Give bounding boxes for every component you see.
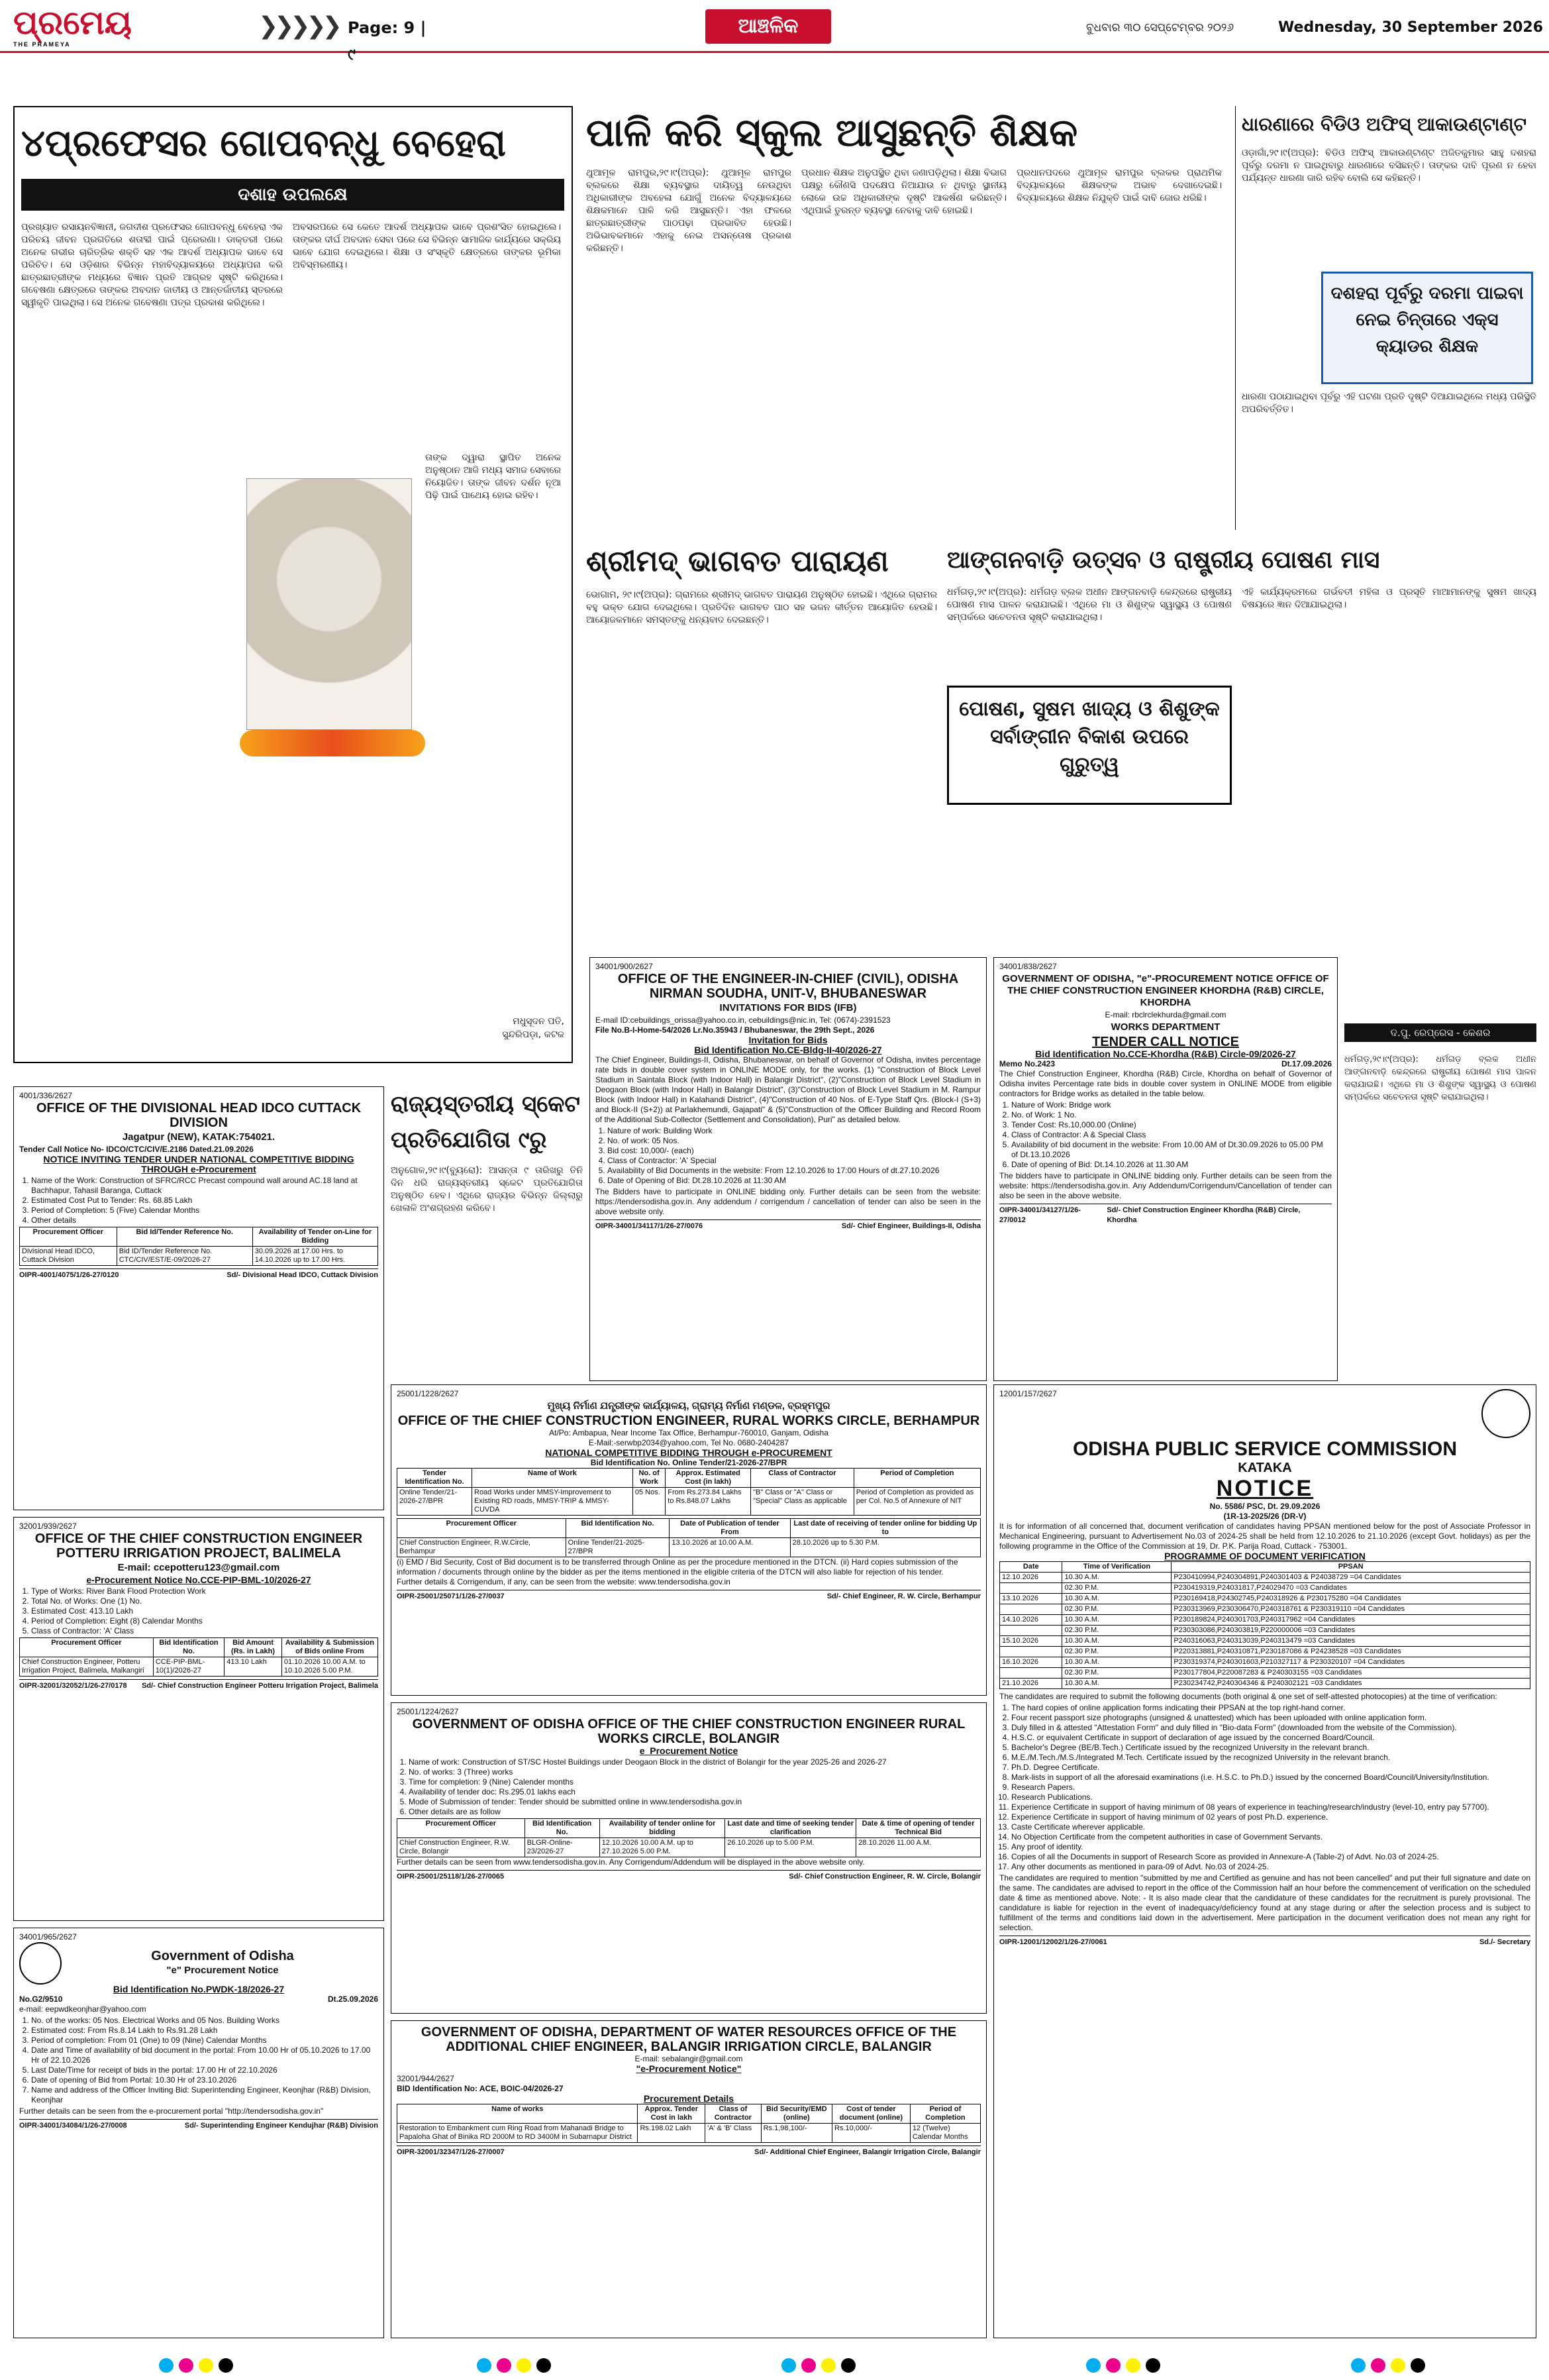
ad-bid-id: Bid Identification No.CE-Bldg-II-40/2026-27 xyxy=(694,1045,882,1055)
article-text: ଧାରଣା ପଠାଯାଇଥିବା ପୂର୍ବରୁ ଏହି ଘଟଣା ପ୍ରତି ଦୃଷ୍ଟି ଦିଆଯାଇଥିଲେ ମଧ୍ୟ ପରିସ୍ଥିତି ଅପରିବର୍ତ୍ତିତ। xyxy=(1242,391,1540,415)
ad-title: OFFICE OF THE CHIEF CONSTRUCTION ENGINEER POTTERU IRRIGATION PROJECT, BALIMELA xyxy=(34,1531,363,1561)
ad-dept: WORKS DEPARTMENT xyxy=(1111,1021,1221,1033)
ad-title: OFFICE OF THE DIVISIONAL HEAD IDCO CUTTACK DIVISION xyxy=(36,1101,362,1130)
table-cell: 02.30 P.M. xyxy=(1062,1626,1172,1636)
callout-box: ପୋଷଣ, ସୁଷମ ଖାଦ୍ୟ ଓ ଶିଶୁଙ୍କ ସର୍ବାଙ୍ଗୀନ ବିକାଶ ଉପରେ ଗୁରୁତ୍ୱ xyxy=(947,686,1232,805)
list-item: 14. No Objection Certificate from the competent authorities in case of Government Servants. xyxy=(1011,1832,1530,1842)
table-cell: P230313969,P230306470,P240318761 & P230319110 =04 Candidates xyxy=(1172,1604,1530,1615)
ad-item: 2. No. of Work: 1 No. xyxy=(1011,1110,1332,1120)
article-column: ପ୍ରଧାନ ଶିକ୍ଷକ ଅନୁପସ୍ଥିତ ଥିବା ଜଣାପଡ଼ିଥିଲା। ଶିକ୍ଷା ବିଭାଗ ପକ୍ଷରୁ କୌଣସି ପଦକ୍ଷେପ ନିଆଯାଉ ନ ଥିବାରୁ ସ୍ଥାନୀୟ ଲୋକେ ଉଚ୍ଚ ଅଧିକାରୀଙ୍କ ଦୃଷ୍ଟି ଆକର୍ଷଣ କରିଛନ୍ତି। ଏଥିପାଇଁ ତୁରନ୍ତ ବ୍ୟବସ୍ଥା ନେବାକୁ ଦାବି ହୋଇଛି। xyxy=(801,168,1010,216)
ad-code: 32001/944/2627 xyxy=(397,2074,454,2083)
table-cell: P230303086,P240303819,P220000006 =03 Candidates xyxy=(1172,1626,1530,1636)
list-item: 16. Copies of all the Documents in support of Research Score as provided in Annexure-A (Table-2) of Advt. No.03 of 2024-25. xyxy=(1011,1852,1530,1862)
ad-title: OFFICE OF THE ENGINEER-IN-CHIEF (CIVIL), ODISHA NIRMAN SOUDHA, UNIT-V, BHUBANESWAR xyxy=(617,972,959,1001)
ad-code: 34001/900/2627 xyxy=(595,962,653,971)
ad-signature: Sd/- Chief Construction Engineer, R. W. Circle, Bolangir xyxy=(789,1873,981,1881)
article-byline: ମଧୁସୂଦନ ପତି, ସୁନ୍ଦରିପଡ଼ା, କଟକ xyxy=(502,1016,564,1040)
ad-bid-id: Bid Identification No. Online Tender/21-2026-27/BPR xyxy=(590,1458,787,1467)
ad-code: 32001/939/2627 xyxy=(19,1522,77,1531)
registration-dot-icon xyxy=(801,2358,816,2373)
table-row xyxy=(1000,1615,1530,1626)
table-row: Online Tender/21-2026-27/BPR Road Works under MMSY-Improvement to Existing RD roads, MMSY-TRIP & MMSY-CUVDA 05 Nos. From Rs.273.84 Lakhs to Rs.848.07 Lakhs "B" Class or "A" Class or "Special" Class as applicable Period of Completion as provided as per Col. No.5 of Annexure of NIT xyxy=(397,1488,981,1516)
table-cell: P220313881,P240310871,P230187086 & P24238528 =03 Candidates xyxy=(1172,1647,1530,1657)
ad-para: It is for information of all concerned that, document verification of candidates having PPSAN mentioned below for the post of Associate Professor in Mechanical Engineering, pursuant to Advertisement No.03 of 2024-25 shall be held from 12.10.2026 to 21.10.2026 (except Govt. holidays) as per the following programme in the Office of the Commission at 19, Dr. P.K. Parija Road, Cuttack - 753001. xyxy=(999,1522,1530,1551)
table-cell: P230234742,P240304346 & P240302121 =03 Candidates xyxy=(1172,1679,1530,1689)
table-row: Divisional Head IDCO, Cuttack Division Bid ID/Tender Reference No. CTC/CIV/EST/E-09/2026-27 30.09.2026 at 17.00 Hrs. to 14.10.2026 up to 17.00 Hrs. xyxy=(20,1247,378,1266)
article-text: ଓଡ଼ାଗାଁ,୨୯।୯(ଅପ୍ର): ବିଡିଓ ଅଫିସ୍ ଆକାଉଣ୍ଟାଣ୍ଟ ଅଜିତକୁମାର ସାହୁ ଦଶହରା ପୂର୍ବରୁ ଦରମା ନ ପାଇଥିବାରୁ ଧାରଣାରେ ବସିଛନ୍ତି। ତାଙ୍କର ଦାବି ପୂରଣ ନ ହେବା ପର୍ଯ୍ୟନ୍ତ ଧାରଣା ଜାରି ରହିବ ବୋଲି ସେ କହିଛନ୍ତି। xyxy=(1242,148,1540,183)
table-cell: P230419319,P24031817,P24029470 =03 Candidates xyxy=(1172,1583,1530,1594)
table-cell: 10.30 A.M. xyxy=(1062,1573,1172,1583)
article-headline: ପାଳି କରି ସ୍କୁଲ ଆସୁଛନ୍ତି ଶିକ୍ଷକ xyxy=(586,110,1078,155)
ad-footer-code: OIPR-4001/4075/1/26-27/0120 xyxy=(19,1271,119,1279)
ad-title: Government of Odisha xyxy=(151,1949,294,1963)
list-item: 11. Experience Certificate in support of having minimum of 08 years of experience in teaching/research/industry (level-10, entry pay 57700). xyxy=(1011,1802,1530,1812)
table-row: Restoration to Embankment cum Ring Road from Mahanadi Bridge to Papaloha Ghat of Binika RD 2000M to RD 3400M in Subarnapur District Rs.198.02 Lakh 'A' & 'B' Class Rs.1,98,100/- Rs.10,000/- 12 (Twelve) Calendar Months xyxy=(397,2124,981,2143)
table-cell: P230189824,P240301703,P240317962 =04 Candidates xyxy=(1172,1615,1530,1626)
article-text: ଭୋଗାମ, ୨୯।୯(ଅପ୍ର): ଗ୍ରାମରେ ଶ୍ରୀମଦ୍ ଭାଗବତ ପାରାୟଣ ଅନୁଷ୍ଠିତ ହୋଇଛି। ଏଥିରେ ଗ୍ରାମର ବହୁ ଭକ୍ତ ଯୋଗ ଦେଇଥିଲେ। ପ୍ରତିଦିନ ଭାଗବତ ପାଠ ସହ ଭଜନ କୀର୍ତ୍ତନ ଆୟୋଜିତ ହେଉଛି। ଆୟୋଜକମାନେ ସମସ୍ତଙ୍କୁ ଧନ୍ୟବାଦ ଦେଇଛନ୍ତି। xyxy=(586,590,940,625)
ad-item: 4. Period of Completion: Eight (8) Calendar Months xyxy=(31,1616,378,1626)
ad-opsc xyxy=(993,1384,1536,2338)
table-cell: 10.30 A.M. xyxy=(1062,1594,1172,1604)
ad-code: 12001/157/2627 xyxy=(999,1389,1057,1398)
chevron-icon: ❯❯❯❯❯ xyxy=(258,13,338,40)
ad-table: Date Time of Verification PPSAN 12.10.2026 10.30 A.M. P230410994,P240304891,P240301403 & P24038729 =04 Candidates 02.30 P.M. P230419319,P24031817,P24029470 =03 Candidates 13.10.2026 10.30 A.M. P230169418,P24302745,P240318926 & P230175280 =04 Candidates 02.30 P.M. P230313969,P230306470,P240318761 & P230319110 =04 Candidates 14.10.2026 10.30 A.M. P230189824,P240301703,P240317962 =04 Candidates 02.30 P.M. P230303086,P240303819,P220000006 =03 Candidates 15.10.2026 10.30 A.M. P240316063,P240313039,P240313479 =03 Candidates 02.30 P.M. P220313881,P240310871,P230187086 & P24238528 =03 Candidates 16.10.2026 10.30 A.M. P230319374,P240301603,P210327117 & P230320107 =04 Candidates 02.30 P.M. P230177804,P220087283 & P240303155 =03 Candidates 21.10.2026 10.30 A.M. P230234742,P240304346 & P240302121 =03 Candidates xyxy=(999,1561,1530,1689)
table-row xyxy=(1000,1604,1530,1615)
ad-item: 6. Date of opening of Bid: Dt.14.10.2026 at 11.30 AM xyxy=(1011,1160,1332,1170)
ad-bid-id: BID Identification No: ACE, BOIC-04/2026-27 xyxy=(397,2084,564,2093)
page-number: Page: 9 | ୯ xyxy=(348,19,426,64)
article-headline: ଆଙ୍ଗନବାଡ଼ି ଉତ୍ସବ ଓ ରାଷ୍ଟ୍ରୀୟ ପୋଷଣ ମାସ xyxy=(947,546,1380,574)
registration-dot-icon xyxy=(1086,2358,1101,2373)
ad-note: Further details can be seen from www.tendersodisha.gov.in. Any Corrigendum/Addendum will be displayed in the above website only. xyxy=(397,1857,865,1867)
ad-water-resources xyxy=(391,2020,987,2338)
article-headline: ଶ୍ରୀମଦ୍ ଭାଗବତ ପାରାୟଣ xyxy=(586,544,889,578)
article-subhead: ଦଶାହ ଉପଲକ୍ଷେ xyxy=(21,179,564,211)
article-column: ପ୍ରଧାନପଦରେ ଥୁଆମୂଳ ରାମପୁର ବ୍ଲକର ପ୍ରାଥମିକ ବିଦ୍ୟାଳୟରେ ଶିକ୍ଷକଙ୍କ ଅଭାବ ଦେଖାଦେଇଛି। ବିଦ୍ୟାଳୟରେ ଶିକ୍ଷକ ନିଯୁକ୍ତି ପାଇଁ ଦାବି ଜୋର ଧରିଛି। xyxy=(1017,168,1225,203)
ad-idco xyxy=(13,1086,384,1510)
ad-item: 3. Period of Completion: 5 (Five) Calendar Months xyxy=(31,1206,378,1216)
ad-email: E-mail: ccepotteru123@gmail.com xyxy=(117,1562,280,1573)
ad-code: 34001/965/2627 xyxy=(19,1932,77,1941)
registration-dot-icon xyxy=(1411,2358,1425,2373)
registration-dot-icon xyxy=(536,2358,551,2373)
list-item: 1. The hard copies of online application forms indicating their PPSAN at the top right-hand corner. xyxy=(1011,1703,1530,1713)
registration-dot-icon xyxy=(1351,2358,1366,2373)
table-cell: 02.30 P.M. xyxy=(1062,1583,1172,1594)
table-row xyxy=(1000,1668,1530,1679)
ad-footer-code: OIPR-34001/34117/1/26-27/0076 xyxy=(595,1222,703,1230)
ad-item: 5. Availability of bid document in the website: From 10.00 AM of Dt.30.09.2026 to 05.00 PM of Dt.13.10.2026 xyxy=(1011,1140,1332,1160)
table-cell: P240316063,P240313039,P240313479 =03 Candidates xyxy=(1172,1636,1530,1647)
article-professor xyxy=(13,106,573,1063)
commission-seal-icon xyxy=(1481,1389,1530,1438)
ad-email: E-mail: sebalangir@gmail.com xyxy=(634,2054,743,2063)
table-row xyxy=(1000,1679,1530,1689)
registration-dot-icon xyxy=(821,2358,836,2373)
table-cell: P230410994,P240304891,P240301403 & P24038729 =04 Candidates xyxy=(1172,1573,1530,1583)
article-headline: ରାଜ୍ୟସ୍ତରୀୟ ସ୍କେଟ ପ୍ରତିଯୋଗିତା ୯ରୁ xyxy=(391,1091,580,1153)
article-bdo xyxy=(1242,106,1540,530)
list-item: 5. Bachelor's Degree (BE/B.Tech.) Certificate issued by the recognized University in the relevant branch. xyxy=(1011,1743,1530,1753)
ad-signature: Sd./- Secretary xyxy=(1479,1938,1530,1946)
emblem-icon xyxy=(19,1942,62,1985)
registration-dot-icon xyxy=(1391,2358,1405,2373)
list-item: 15. Any proof of identity. xyxy=(1011,1842,1530,1852)
ad-item: 3. Period of completion: From 01 (One) to 09 (Nine) Calendar Months xyxy=(31,2036,378,2045)
ad-potteru xyxy=(13,1517,384,1921)
table-cell xyxy=(1000,1647,1062,1657)
masthead xyxy=(0,0,1549,64)
registration-dot-icon xyxy=(179,2358,193,2373)
ad-docs-intro: The candidates are required to submit the following documents (both original & one set of self-attested photocopies) at the time of verification: xyxy=(999,1692,1497,1701)
ad-memo: Memo No.2423 xyxy=(999,1059,1056,1068)
ad-signature: Sd/- Superintending Engineer Kendujhar (R&B) Division xyxy=(184,2122,378,2130)
registration-dot-icon xyxy=(517,2358,531,2373)
table-cell: 16.10.2026 xyxy=(1000,1657,1062,1668)
ad-heading: INVITATIONS FOR BIDS (IFB) xyxy=(719,1002,857,1013)
ad-item: 4. Availability of tender doc: Rs.295.01 lakhs each xyxy=(409,1787,981,1797)
table-row xyxy=(1000,1636,1530,1647)
table-cell: 10.30 A.M. xyxy=(1062,1615,1172,1626)
ad-signature: Sd/- Divisional Head IDCO, Cuttack Division xyxy=(226,1271,378,1279)
ad-footer-code: OIPR-32001/32347/1/26-27/0007 xyxy=(397,2148,505,2156)
section-title: ଆଞ୍ଚଳିକ xyxy=(705,9,831,44)
ad-further: Further details & Corrigendum, if any, can be seen from the website: www.tendersodisha.gov.in xyxy=(397,1577,730,1586)
ad-signature: Sd/- Chief Construction Engineer Khordha (R&B) Circle, Khordha xyxy=(1107,1206,1301,1224)
list-item: 9. Research Papers. xyxy=(1011,1783,1530,1792)
ad-item: 3. Tender Cost: Rs.10,000.00 (Online) xyxy=(1011,1120,1332,1130)
ad-khordha xyxy=(993,957,1338,1381)
ad-no: No.G2/9510 xyxy=(19,1994,63,2004)
ad-signature: Sd/- Chief Construction Engineer Potteru Irrigation Project, Balimela xyxy=(142,1682,378,1690)
article-column: ପ୍ରଖ୍ୟାତ ରସାୟନବିଜ୍ଞାନୀ, ଜଗଦୀଶ ପ୍ରଫେସର ଗୋପବନ୍ଧୁ ବେହେରା ଏକ ପରିଚୟ ଜୀବନ ପ୍ରଗତିରେ ଶତାବ୍ଦୀ ପାଇଁ ପ୍ରେରଣା। ଡାକ୍ତରୀ ପରେ ଅନେକ ଗଭୀର ଚାରିତ୍ରିକ ଶକ୍ତି ସହ ଏକ ଆଦର୍ଶ ଅଧ୍ୟାପକ ଭାବେ ସେ ପରିଚିତ। ସେ ଓଡ଼ିଶାର ବିଭିନ୍ନ ମହାବିଦ୍ୟାଳୟରେ ଅଧ୍ୟାପନା କରି ଛାତ୍ରଛାତ୍ରୀଙ୍କ ମଧ୍ୟରେ ବିଜ୍ଞାନ ପ୍ରତି ଆଗ୍ରହ ସୃଷ୍ଟି କରିଥିଲେ। ଗବେଷଣା କ୍ଷେତ୍ରରେ ତାଙ୍କର ଅବଦାନ ଜାତୀୟ ଓ ଆନ୍ତର୍ଜାତୀୟ ସ୍ତରରେ ସ୍ୱୀକୃତି ପାଇଥିଲା। ସେ ଅନେକ ଗବେଷଣା ପତ୍ର ପ୍ରକାଶ କରିଥିଲେ। xyxy=(21,222,286,308)
ad-date: Dt.25.09.2026 xyxy=(327,1994,378,2004)
table-row xyxy=(1000,1657,1530,1668)
ad-email: E-mail ID:cebuildings_orissa@yahoo.co.in, cebuildings@nic.in, Tel: (0674)-2391523 xyxy=(595,1015,891,1025)
ad-footer-code: OIPR-12001/12002/1/26-27/0061 xyxy=(999,1938,1107,1946)
ad-heading: "e-Procurement Notice" xyxy=(636,2063,742,2074)
table-cell: P230177804,P220087283 & P240303155 =03 Candidates xyxy=(1172,1668,1530,1679)
article-text: ଧର୍ମଗଡ଼,୨୯।୯(ଅପ୍ର): ଧର୍ମଗଡ଼ ବ୍ଲକ ଅଧୀନ ଆଙ୍ଗନବାଡ଼ି କେନ୍ଦ୍ରରେ ରାଷ୍ଟ୍ରୀୟ ପୋଷଣ ମାସ ପାଳନ କରାଯାଇଛି। ଏଥିରେ ମା ଓ ଶିଶୁଙ୍କ ସ୍ୱାସ୍ଥ୍ୟ ଓ ପୋଷଣ ସମ୍ପର୍କରେ ସଚେତନତା ସୃଷ୍ଟି କରାଯାଇଥିଲା। xyxy=(1344,1055,1540,1102)
ad-item: 4. Date and Time of availability of bid document in the portal: From 10.00 Hr of 05.10.2026 to 17.00 Hr of 22.10.2026 xyxy=(31,2045,378,2065)
ad-footer-code: OIPR-25001/25118/1/26-27/0065 xyxy=(397,1873,505,1881)
article-column: ତାଙ୍କ ଦ୍ୱାରା ସ୍ଥାପିତ ଅନେକ ଅନୁଷ୍ଠାନ ଆଜି ମଧ୍ୟ ସମାଜ ସେବାରେ ନିୟୋଜିତ। ତାଙ୍କ ଜୀବନ ଦର୍ଶନ ନୂଆ ପିଢ଼ି ପାଇଁ ପାଥେୟ ହୋଇ ରହିବ। xyxy=(425,452,564,501)
table-row: Chief Construction Engineer, Potteru Irrigation Project, Balimela, Malkangiri CCE-PIP-BML-10(1)/2026-27 413.10 Lakh 01.10.2026 10.00 A.M. to 10.10.2026 5.00 P.M. xyxy=(20,1657,378,1677)
registration-dot-icon xyxy=(1146,2358,1160,2373)
ad-footer-code: OIPR-32001/32052/1/26-27/0178 xyxy=(19,1682,127,1690)
table-cell: 02.30 P.M. xyxy=(1062,1668,1172,1679)
ad-item: 1. Nature of work: Building Work xyxy=(607,1126,981,1136)
ad-notice-no: Tender Call Notice No- IDCO/CTC/CIV/E.2186 Dated.21.09.2026 xyxy=(19,1145,254,1154)
ad-item: 1. Type of Works: River Bank Flood Protection Work xyxy=(31,1586,378,1596)
ad-table: Tender Identification No. Name of Work No. of Work Approx. Estimated Cost (in lakh) Class of Contractor Period of Completion Online Tender/21-2026-27/BPR Road Works under MMSY-Improvement to Existing RD roads, MMSY-TRIP & MMSY-CUVDA 05 Nos. From Rs.273.84 Lakhs to Rs.848.07 Lakhs "B" Class or "A" Class or "Special" Class as applicable Period of Completion as provided as per Col. No.5 of Annexure of NIT xyxy=(397,1468,981,1516)
date-english: Wednesday, 30 September 2026 xyxy=(1278,19,1543,36)
article-teacher xyxy=(586,106,1228,530)
ad-title: ODISHA PUBLIC SERVICE COMMISSION xyxy=(1072,1438,1458,1460)
ad-signature: Sd/- Additional Chief Engineer, Balangir Irrigation Circle, Balangir xyxy=(754,2148,981,2156)
table-cell xyxy=(1000,1604,1062,1615)
list-item: 10. Research Publications. xyxy=(1011,1792,1530,1802)
ad-docs-list xyxy=(999,1703,1530,1872)
table-cell: 02.30 P.M. xyxy=(1062,1604,1172,1615)
article-bhagabata xyxy=(586,540,940,931)
date-odia: ବୁଧବାର ୩୦ ସେପ୍ଟେମ୍ବର ୨୦୨୬ xyxy=(1086,21,1234,34)
ad-heading: NATIONAL COMPETITIVE BIDDING THROUGH e-PROCUREMENT xyxy=(545,1447,832,1458)
ad-code: 25001/1224/2627 xyxy=(397,1707,459,1716)
registration-dot-icon xyxy=(1106,2358,1121,2373)
ad-item: 5. Mode of Submission of tender: Tender should be submitted online in www.tendersodisha.gov.in xyxy=(409,1797,981,1807)
ad-item: 2. Estimated Cost Put to Tender: Rs. 68.85 Lakh xyxy=(31,1196,378,1206)
ad-table: Procurement Officer Bid Identification No. Availability of tender online for bidding Last date and time of seeking tender clarification Date & time of opening of tender Technical Bid Chief Construction Engineer, R.W. Circle, Bolangir BLGR-Online-23/2026-27 12.10.2026 10.00 A.M. up to 27.10.2026 5.00 P.M. 26.10.2026 up to 5.00 P.M. 28.10.2026 11.00 A.M. xyxy=(397,1818,981,1857)
ad-code: 25001/1228/2627 xyxy=(397,1389,459,1398)
registration-dot-icon xyxy=(159,2358,174,2373)
list-item: 7. Ph.D. Degree Certificate. xyxy=(1011,1763,1530,1773)
ad-item: 5. Last Date/Time for receipt of bids in the portal: 17.00 Hr of 22.10.2026 xyxy=(31,2065,378,2075)
ad-odia-title: ମୁଖ୍ୟ ନିର୍ମାଣ ଯନ୍ତ୍ରୀଙ୍କ କାର୍ଯ୍ୟାଳୟ, ଗ୍ରାମ୍ୟ ନିର୍ମାଣ ମଣ୍ଡଳ, ବ୍ରହ୍ମପୁର xyxy=(547,1400,830,1412)
registration-dot-icon xyxy=(477,2358,491,2373)
ad-further: Further details can be seen from the e-procurement portal "http://tendersodisha.gov.in" xyxy=(19,2106,324,2116)
ad-item: 2. No. of works: 3 (Three) works xyxy=(409,1767,981,1777)
ad-item: 2. Total No. of Works: One (1) No. xyxy=(31,1596,378,1606)
callout-box: ଦଶହରା ପୂର୍ବରୁ ଦରମା ପାଇବା ନେଇ ଚିନ୍ତାରେ ଏକ୍ସ କ୍ୟାଡର ଶିକ୍ଷକ xyxy=(1321,272,1533,384)
ad-item: 5. Availability of Bid Documents in the website: From 12.10.2026 to 17:00 Hours of dt.27.10.2026 xyxy=(607,1166,981,1176)
article-sports xyxy=(391,1086,586,1378)
ad-ref: (1R-13-2025/26 (DR-V) xyxy=(1223,1512,1307,1521)
table-cell: 02.30 P.M. xyxy=(1062,1647,1172,1657)
article-column: ଅବସରପରେ ସେ କେତେ ଆଦର୍ଶ ଅଧ୍ୟାପକ ଭାବେ ପ୍ରଶଂସିତ ହୋଇଥିଲେ। ତାଙ୍କର ଦୀର୍ଘ ଅବଦାନ ସେବା ପରେ ସେ ବିଭିନ୍ନ ସାମାଜିକ କାର୍ଯ୍ୟରେ ସକ୍ରିୟ ଭାବେ ଯୋଗ ଦେଇଥିଲେ। ଶିକ୍ଷା ଓ ସଂସ୍କୃତି କ୍ଷେତ୍ରରେ ତାଙ୍କର ଭୂମିକା ଅବିସ୍ମରଣୀୟ। xyxy=(293,222,564,270)
ad-email: e-mail: eepwdkeonjhar@yahoo.com xyxy=(19,2004,146,2014)
article-headline: ଧାରଣାରେ ବିଡିଓ ଅଫିସ୍ ଆକାଉଣ୍ଟାଣ୍ଟ xyxy=(1242,113,1527,135)
table-row: Chief Construction Engineer, R.W. Circle, Bolangir BLGR-Online-23/2026-27 12.10.2026 10.00 A.M. up to 27.10.2026 5.00 P.M. 26.10.2026 up to 5.00 P.M. 28.10.2026 11.00 A.M. xyxy=(397,1838,981,1857)
ad-city: KATAKA xyxy=(1238,1461,1292,1475)
ad-footer-code: OIPR-34001/34084/1/26-27/0008 xyxy=(19,2122,127,2130)
table-cell xyxy=(1000,1668,1062,1679)
article-text: ଧର୍ମଗଡ଼,୨୯।୯(ଅପ୍ର): ଧର୍ମଗଡ଼ ବ୍ଲକ ଅଧୀନ ଆଙ୍ଗନବାଡ଼ି କେନ୍ଦ୍ରରେ ରାଷ୍ଟ୍ରୀୟ ପୋଷଣ ମାସ ପାଳନ କରାଯାଇଛି। ଏଥିରେ ମା ଓ ଶିଶୁଙ୍କ ସ୍ୱାସ୍ଥ୍ୟ ଓ ପୋଷଣ ସମ୍ପର୍କରେ ସଚେତନତା ସୃଷ୍ଟି କରାଯାଇଥିଲା। xyxy=(947,587,1235,623)
ad-table: Procurement Officer Bid Id/Tender Reference No. Availability of Tender on-Line for Bidding Divisional Head IDCO, Cuttack Division Bid ID/Tender Reference No. CTC/CIV/EST/E-09/2026-27 30.09.2026 at 17.00 Hrs. to 14.10.2026 up to 17.00 Hrs. xyxy=(19,1227,378,1266)
ad-heading: e_Procurement Notice xyxy=(639,1745,738,1756)
ad-bolangir-rural-works xyxy=(391,1702,987,2014)
list-item: 13. Caste Certificate wherever applicable. xyxy=(1011,1822,1530,1832)
newspaper-logo: ପ୍ରମେୟ THE PRAMEYA xyxy=(13,3,132,48)
ad-item: 1. Name of the Work: Construction of SFRC/RCC Precast compound wall around AC.18 land at Bachhapur, Tahasil Baranga, Cuttack xyxy=(31,1176,378,1196)
table-cell: P230319374,P240301603,P210327117 & P230320107 =04 Candidates xyxy=(1172,1657,1530,1668)
table-row xyxy=(1000,1626,1530,1636)
table-cell: 14.10.2026 xyxy=(1000,1615,1062,1626)
ad-address: At/Po: Ambapua, Near Income Tax Office, Berhampur-760010, Ganjam, Odisha xyxy=(549,1428,828,1437)
ad-item: 1. Name of work: Construction of ST/SC Hostel Buildings under Deogaon Block in the district of Bolangir for the year 2025-26 and 2026-27 xyxy=(409,1757,981,1767)
ad-berhampur xyxy=(391,1384,987,1696)
ad-para: The Bidders have to participate in ONLINE bidding only. Further details can be seen from the website: https://tendersodisha.gov.in. Any addendum / corrigendum / cancellation of tender can also be seen in the above website only. xyxy=(595,1187,981,1216)
ad-title: OFFICE OF THE CHIEF CONSTRUCTION ENGINEER, RURAL WORKS CIRCLE, BERHAMPUR xyxy=(397,1414,980,1428)
ad-bid-id: Bid Identification No.PWDK-18/2026-27 xyxy=(113,1984,285,1994)
ad-item: 2. No. of work: 05 Nos. xyxy=(607,1136,981,1146)
table-cell: 21.10.2026 xyxy=(1000,1679,1062,1689)
ad-code: 4001/336/2627 xyxy=(19,1091,73,1100)
ad-code: 34001/838/2627 xyxy=(999,962,1057,971)
ad-closing: The candidates are required to mention "submitted by me and Certified as genuine and has not been cancelled" and put their full signature and date on the same. The candidates are advised to report in the office of the Commission half an hour before the commencement of verification on the scheduled date & time as mentioned above. Note: - It is also made clear that the candidature of these candidates for the recruitment is purely provisional. The candidature is liable for rejection in the event of inadequacy/deficiency found at any stage during or after the selection process and is subject to fulfillment of the terms and conditions laid down in the advertisement. Mere participation in the document verification does not mean any right for selection. xyxy=(999,1873,1530,1932)
ad-heading: TENDER CALL NOTICE xyxy=(1092,1035,1239,1049)
registration-dot-icon xyxy=(841,2358,856,2373)
table-cell: 10.30 A.M. xyxy=(1062,1657,1172,1668)
ad-note: (i) EMD / Bid Security, Cost of Bid document is to be transferred through Online as per the procedure mentioned in the DTCN. (ii) Hard copies submission of the information / documents through online by the bidder as per the items mentioned in the eligible criteria of the DTCN will also liable for rejection of his tender. xyxy=(397,1557,958,1577)
article-byline: ଦ.ପୁ. ରେପ୍ରେସ - କେଶର xyxy=(1344,1023,1536,1042)
ad-item: 6. Date of Opening of Bid: Dt.28.10.2026 at 11:30 AM xyxy=(607,1176,981,1186)
list-item: 12. Experience Certificate in support of having minimum of 02 years of post Ph.D. experience. xyxy=(1011,1812,1530,1822)
ad-table: Procurement Officer Bid Identification No. Date of Publication of tender From Last date of receiving of tender online for bidding Up to Chief Construction Engineer, R.W.Circle, Berhampur Online Tender/21-2025-27/BPR 13.10.2026 at 10.00 A.M. 28.10.2026 up to 5.30 P.M. xyxy=(397,1518,981,1557)
ad-footer-code: OIPR-34001/34127/1/26-27/0012 xyxy=(999,1206,1081,1224)
column-divider xyxy=(1235,106,1236,530)
ad-bid-id: Bid Identification No.CCE-Khordha (R&B) Circle-09/2026-27 xyxy=(1035,1049,1296,1059)
list-item: 6. M.E./M.Tech./M.S./Integrated M.Tech. Certificate issued by the recognized University in the relevant branch. xyxy=(1011,1753,1530,1763)
list-item: 3. Duly filled in & attested "Attestation Form" and duly filled in "Bio-data Form" (downloaded from the website of the Commission). xyxy=(1011,1723,1530,1733)
list-item: 2. Four recent passport size photographs (unsigned & unattested) which has been uploaded with online application form. xyxy=(1011,1713,1530,1723)
table-cell: 10.30 A.M. xyxy=(1062,1679,1172,1689)
ad-sub: Invitation for Bids xyxy=(748,1035,828,1045)
ad-keonjhar xyxy=(13,1928,384,2338)
ad-para: The bidders have to participate in ONLINE bidding only. Further details can be seen from the website: https://tendersodisha.gov.in. Any Addendum/Corrigendum/Cancellation of tender can also be seen in the above website. xyxy=(999,1171,1332,1200)
table-cell: P230169418,P24302745,P240318926 & P230175280 =04 Candidates xyxy=(1172,1594,1530,1604)
ad-email: E-mail: rbclrclekhurda@gmail.com xyxy=(1105,1010,1226,1019)
table-cell: 13.10.2026 xyxy=(1000,1594,1062,1604)
ad-title: GOVERNMENT OF ODISHA, "e"-PROCUREMENT NOTICE OFFICE OF THE CHIEF CONSTRUCTION ENGINEER KHORDHA (R&B) CIRCLE, KHORDHA xyxy=(1002,973,1329,1008)
registration-dot-icon xyxy=(781,2358,796,2373)
ad-address: Jagatpur (NEW), KATAK:754021. xyxy=(122,1131,275,1143)
table-row xyxy=(1000,1594,1530,1604)
table-cell xyxy=(1000,1626,1062,1636)
ad-item: 2. Estimated cost: From Rs.8.14 Lakh to Rs.91.28 Lakh xyxy=(31,2026,378,2036)
ad-item: 6. Other details are as follow xyxy=(409,1807,981,1817)
ad-file-no: File No.B-I-Home-54/2026 Lr.No.35943 / Bhubaneswar, the 29th Sept., 2026 xyxy=(595,1025,875,1035)
list-item: 4. H.S.C. or equivalent Certificate in support of declaration of age issued by the concerned Board/Council. xyxy=(1011,1733,1530,1743)
ad-date: Dt.17.09.2026 xyxy=(1281,1059,1332,1068)
ad-item: 4. Class of Contractor: 'A' Special xyxy=(607,1156,981,1166)
ad-item: 7. Name and address of the Officer Inviting Bid: Superintending Engineer, Keonjhar (R&B) Division, Keonjhar xyxy=(31,2085,378,2105)
article-text: ଅନୁଗୋଳ,୨୯।୯(ବ୍ୟୁରୋ): ଆସନ୍ତା ୯ ତାରିଖରୁ ତିନି ଦିନ ଧରି ରାଜ୍ୟସ୍ତରୀୟ ସ୍କେଟ ପ୍ରତିଯୋଗିତା ଅନୁଷ୍ଠିତ ହେବ। ଏଥିରେ ରାଜ୍ୟର ବିଭିନ୍ନ ଜିଲ୍ଲାରୁ ଖେଳାଳି ଅଂଶଗ୍ରହଣ କରିବେ। xyxy=(391,1165,586,1214)
ad-item: 4. Class of Contractor: A & Special Class xyxy=(1011,1130,1332,1140)
ad-subtitle: "e" Procurement Notice xyxy=(166,1965,279,1976)
registration-dot-icon xyxy=(219,2358,233,2373)
ad-no: No. 5586/ PSC, Dt. 29.09.2026 xyxy=(1209,1502,1321,1511)
registration-dot-icon xyxy=(1126,2358,1140,2373)
ad-item: 6. Date of opening of Bid from Portal: 10.30 Hr of 23.10.2026 xyxy=(31,2075,378,2085)
ad-item: 5. Class of Contractor: 'A' Class xyxy=(31,1626,378,1636)
ad-signature: Sd/- Chief Engineer, Buildings-II, Odisha xyxy=(841,1222,981,1230)
ad-para: The Chief Engineer, Buildings-II, Odisha, Bhubaneswar, on behalf of Governor of Odisha, invites percentage rate bids in double cover system in ONLINE MODE only, for the works. (1) "Construction of Block Level Stadium in Saintala Block (with Indoor Hall) in Balangir District", (2)"Construction of Block Level Stadium in Deogaon Block (with Indoor Hall) in Balangir District", (3)"Construction of Block Level Stadium in M. Rampur Block (with Indoor Hall) in Kalahandi District", (4)"Construction of 40 Nos. of E-Type Staff Qrs. (Block-I (S+3) and Block-II (S+2)) at Parlakhemundi, Gajapati" & (5)"Construction of the Officer Building and Record Room of the Additional Sub-Collector (Settlement and Consolidation), Puri" as detailed below. xyxy=(595,1055,981,1124)
table-row xyxy=(1000,1647,1530,1657)
ad-signature: Sd/- Chief Engineer, R. W. Circle, Berhampur xyxy=(826,1592,981,1600)
article-headline: ୪ପ୍ରଫେସର ଗୋପବନ୍ଧୁ ବେହେରା xyxy=(21,121,506,165)
ad-email: E-Mail:-serwbp2034@yahoo.com, Tel No. 0680-2404287 xyxy=(588,1438,789,1447)
table-cell: 12.10.2026 xyxy=(1000,1573,1062,1583)
ad-table: Name of works Approx. Tender Cost in lakh Class of Contractor Bid Security/EMD (online) Cost of tender document (online) Period of Completion Restoration to Embankment cum Ring Road from Mahanadi Bridge to Papaloha Ghat of Binika RD 2000M to RD 3400M in Subarnapur District Rs.198.02 Lakh 'A' & 'B' Class Rs.1,98,100/- Rs.10,000/- 12 (Twelve) Calendar Months xyxy=(397,2104,981,2143)
flower-garland-icon xyxy=(240,730,425,756)
ad-prog-heading: PROGRAMME OF DOCUMENT VERIFICATION xyxy=(1164,1551,1366,1561)
ad-sub: Procurement Details xyxy=(643,2093,734,2104)
article-column: ଥୁଆମୂଳ ରାମପୁର,୨୯।୯(ଅପ୍ର): ଥୁଆମୂଳ ରାମପୁର ବ୍ଲକରେ ଶିକ୍ଷା ବ୍ୟବସ୍ଥାର ଦାୟିତ୍ୱ ନେଉଥିବା ଅଧିକାରୀଙ୍କ ଅବହେଳା ଯୋଗୁଁ ଅନେକ ବିଦ୍ୟାଳୟରେ ଶିକ୍ଷକମାନେ ପାଳି କରି ଆସୁଛନ୍ତି। ଏହା ଫଳରେ ଛାତ୍ରଛାତ୍ରୀଙ୍କ ପାଠପଢ଼ା ପ୍ରଭାବିତ ହେଉଛି। ଅଭିଭାବକମାନେ ଏହାକୁ ନେଇ ଅସନ୍ତୋଷ ପ୍ରକାଶ କରିଛନ୍ତି। xyxy=(586,168,795,254)
ad-table: Procurement Officer Bid Identification No. Bid Amount (Rs. in Lakh) Availability & Submission of Bids online From Chief Construction Engineer, Potteru Irrigation Project, Balimela, Malkangiri CCE-PIP-BML-10(1)/2026-27 413.10 Lakh 01.10.2026 10.00 A.M. to 10.10.2026 5.00 P.M. xyxy=(19,1637,378,1677)
table-row xyxy=(1000,1583,1530,1594)
ad-heading: NOTICE xyxy=(1216,1476,1314,1501)
ad-para: The Chief Construction Engineer, Khordha (R&B) Circle, Khordha on behalf of Governor of Odisha invites Percentage rate bids in double cover system in ONLINE MODE from eligible contractors for Bridge works as detailed in the table below. xyxy=(999,1069,1332,1098)
ad-item: 3. Time for completion: 9 (Nine) Calender months xyxy=(409,1777,981,1787)
ad-title: GOVERNMENT OF ODISHA, DEPARTMENT OF WATER RESOURCES OFFICE OF THE ADDITIONAL CHIEF ENGINEER, BALANGIR IRRIGATION CIRCLE, BALANGIR xyxy=(421,2025,957,2054)
table-cell xyxy=(1000,1583,1062,1594)
article-text: ଏହି କାର୍ଯ୍ୟକ୍ରମରେ ଗର୍ଭବତୀ ମହିଳା ଓ ପ୍ରସୂତି ମାଆମାନଙ୍କୁ ସୁଷମ ଖାଦ୍ୟ ବିଷୟରେ ଜ୍ଞାନ ଦିଆଯାଇଥିଲା। xyxy=(1242,587,1540,610)
ad-footer-code: OIPR-25001/25071/1/26-27/0037 xyxy=(397,1592,505,1600)
table-cell: 15.10.2026 xyxy=(1000,1636,1062,1647)
registration-dot-icon xyxy=(199,2358,213,2373)
ad-title: GOVERNMENT OF ODISHA OFFICE OF THE CHIEF CONSTRUCTION ENGINEER RURAL WORKS CIRCLE, BOLANGIR xyxy=(412,1717,966,1746)
ad-heading: NOTICE INVITING TENDER UNDER NATIONAL COMPETITIVE BIDDING THROUGH e-Procurement xyxy=(43,1154,354,1174)
list-item: 17. Any other documents as mentioned in para-09 of Advt. No.03 of 2024-25. xyxy=(1011,1862,1530,1872)
ad-notice-no: e-Procurement Notice No.CCE-PIP-BML-10/2026-27 xyxy=(86,1575,311,1585)
ad-engineer-in-chief xyxy=(589,957,987,1381)
ad-item: 3. Estimated Cost: 413.10 Lakh xyxy=(31,1606,378,1616)
ad-item: 3. Bid cost: 10,000/- (each) xyxy=(607,1146,981,1156)
table-row xyxy=(1000,1573,1530,1583)
ad-item: 1. Nature of Work: Bridge work xyxy=(1011,1100,1332,1110)
portrait-photo xyxy=(246,478,412,730)
registration-dot-icon xyxy=(497,2358,511,2373)
ad-item: 1. No. of the works: 05 Nos. Electrical Works and 05 Nos. Building Works xyxy=(31,2016,378,2026)
list-item: 8. Mark-lists in support of all the aforesaid examinations (i.e. H.S.C. to Ph.D.) issued by the concerned Board/Council/University/Institution. xyxy=(1011,1773,1530,1783)
table-cell: 10.30 A.M. xyxy=(1062,1636,1172,1647)
registration-dot-icon xyxy=(1371,2358,1385,2373)
table-row: Chief Construction Engineer, R.W.Circle, Berhampur Online Tender/21-2025-27/BPR 13.10.2026 at 10.00 A.M. 28.10.2026 up to 5.30 P.M. xyxy=(397,1538,981,1557)
ad-item: 4. Other details xyxy=(31,1216,378,1225)
